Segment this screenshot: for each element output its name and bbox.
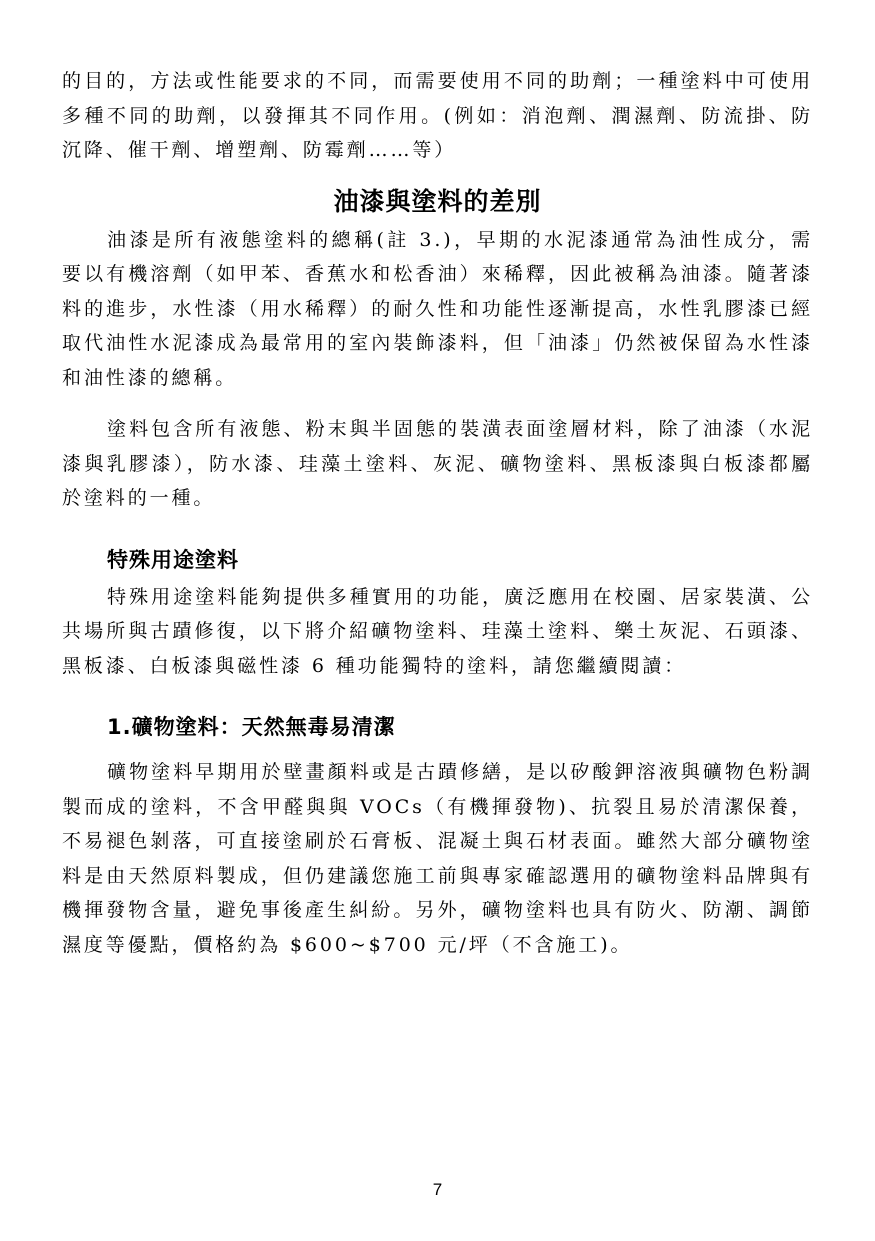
paragraph-paint: 油漆是所有液態塗料的總稱(註 3.)，早期的水泥漆通常為油性成分，需要以有機溶劑（如甲苯、香蕉水和松香油）來稀釋，因此被稱為油漆。隨著漆料的進步，水性漆（用水稀釋）的耐久性和功能性逐漸提高，水性乳膠漆已經取代油性水泥漆成為最常用的室內裝飾漆料，但「油漆」仍然被保留為水性漆和油性漆的總稱。 xyxy=(62,228,813,389)
paragraph-coating: 塗料包含所有液態、粉末與半固態的裝潢表面塗層材料，除了油漆（水泥漆與乳膠漆），防水漆、珪藻土塗料、灰泥、礦物塗料、黑板漆與白板漆都屬於塗料的一種。 xyxy=(62,418,813,509)
section-title: 油漆與塗料的差別 xyxy=(333,186,542,216)
special-coatings-heading: 特殊用途塗料 xyxy=(107,547,239,572)
paragraph-mineral-coating: 礦物塗料早期用於壁畫顏料或是古蹟修繕，是以矽酸鉀溶液與礦物色粉調製而成的塗料，不含甲醛與與 VOCs（有機揮發物)、抗裂且易於清潔保養，不易褪色剝落，可直接塗刷於石膏板、混凝土與石材表面。雖然大部分礦物塗料是由天然原料製成，但仍建議您施工前與專家確認選用的礦物塗料品牌與有機揮發物含量，避免事後產生糾紛。另外，礦物塗料也具有防火、防潮、調節濕度等優點，價格約為 $600~$700 元/坪（不含施工)。 xyxy=(62,761,813,956)
mineral-coating-heading: 1.礦物塗料：天然無毒易清潔 xyxy=(107,715,396,739)
paragraph-special-coatings: 特殊用途塗料能夠提供多種實用的功能，廣泛應用在校園、居家裝潢、公共場所與古蹟修復，以下將介紹礦物塗料、珪藻土塗料、樂土灰泥、石頭漆、黑板漆、白板漆與磁性漆 6 種功能獨特的塗料，請您繼續閱讀： xyxy=(62,585,813,677)
page-number: 7 xyxy=(432,1180,443,1199)
intro-paragraph: 的目的，方法或性能要求的不同，而需要使用不同的助劑；一種塗料中可使用多種不同的助劑，以發揮其不同作用。(例如：消泡劑、潤濕劑、防流掛、防沉降、催干劑、增塑劑、防霉劑……等） xyxy=(62,70,813,161)
